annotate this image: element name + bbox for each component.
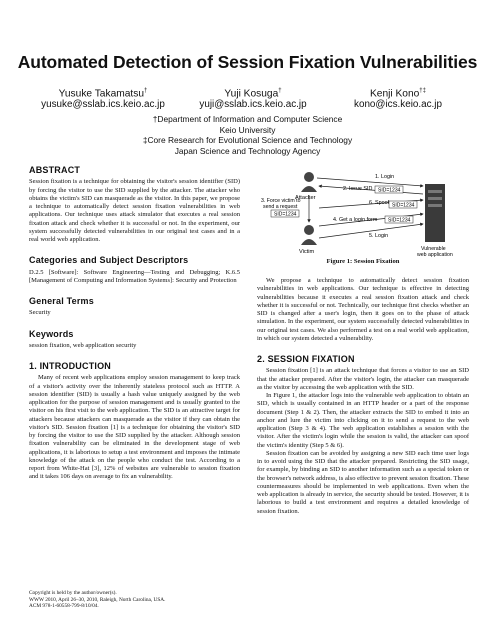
abstract-heading: ABSTRACT [29,165,81,175]
sid-token: SID=1234 [378,187,401,194]
author-3 [328,88,468,110]
author-name: Yuji Kosuga [224,88,279,100]
section-2-paragraph: Session fixation can be avoided by assigning a new SID each time user logs in to avoid using the SID that the attacker prepared. Restricting the SID usage, for example, by binding an SID to another information such as a special token or the browser's network address, is also effective to prevent session fixation. These countermeasures should be implemented in web applications. Even when the web application is already in service, the security should be tested. However, it is laborious to build a test environment and requires a detailed knowledge of session fixation. [257,449,469,515]
step-3-label: 3. Force victim to send a request [261,198,301,210]
copyright-line: Copyright is held by the author/owner(s). [29,590,117,596]
affiliation-line: Japan Science and Technology Agency [174,145,321,156]
intro-text: Many of recent web applications employ session management to keep track of a visitor's activity over the inherently stateless protocol such as HTTP. A session identifier (SID) is usually a hash value uniquely assigned by the web application for the purpose of session management and is usually granted to the visitor on his first visit to the web application. The SID is an attractive target for attackers because attackers can masquerade as the visitor if they can obtain the visitor's SID. Session fixation [1] is a technique for obtaining the visitor's SID by forcing the visitor to use the SID supplied by the attacker. Although session fixation vulnerability can be eliminated in the development stage of web applications, it is laborious to setup a test environment and imposes the intimate knowledge of the attack on the people who conduct the test. According to a report from White-Hat [3], 12% of websites are vulnerable to session fixation and it takes 106 days on average to fix an vulnerability. [29,374,240,481]
step-1-label: 1. Login [375,174,395,180]
categories-heading: Categories and Subject Descriptors [29,255,189,266]
step-4-label: 4. Get a login form [333,217,378,223]
author-affil-mark: †‡ [419,88,426,94]
arrow-login [317,178,423,186]
section-2-paragraph: In Figure 1, the attacker logs into the vulnerable web application to obtain an SID, which is usually contained in an HTTP header or a part of the response document (Step 1 & 2). Then, the attacker extracts the SID to embed it into an anchor and lure the victim into clicking on it to send a request to the web application (Step 3 & 4). The web application establishes a session with the visitor. After the victim's login while the session is valid, the attacker can spoof the victim's identity (Step 5 & 6). [257,392,469,449]
author-affil-mark: † [143,88,148,94]
general-terms-heading: General Terms [29,296,94,306]
sid-token: SID=1234 [392,202,415,209]
sid-token: SID=1234 [274,211,297,218]
author-email: kono@ics.keio.ac.jp [354,99,442,111]
paper-title: Automated Detection of Session Fixation Vulnerabilities [17,52,478,72]
author-1 [28,88,178,110]
author-email: yusuke@sslab.ics.keio.ac.jp [41,99,165,111]
author-name: Yusuke Takamatsu [58,88,144,100]
affiliation-line: Keio University [219,124,276,135]
author-2 [178,88,328,110]
copyright-line: ACM 978-1-60558-799-8/10/04. [29,603,99,610]
author-name: Kenji Kono [370,88,420,100]
affiliation-line: †Department of Information and Computer Science [152,114,343,124]
proposal-paragraph: We propose a technique to automatically detect session fixation vulnerabilities in web applications. Our technique is effective in detecting vulnerabilities because it executes a real session fixation attack and check whether it is successful or not. Technically, our technique first checks whether an SID is changed after a user's login, then it goes on to the phase of attack simulation. In the experiment, our system successfully detected vulnerabilities in our original test cases. We also performed a test on a real world web application, in which our system detected a vulnerability. [257,277,469,342]
step-6-label: 6. Spoof [369,200,390,206]
session-fixation-diagram [257,164,469,259]
step-2-label: 2. Issue SID [343,186,373,192]
general-terms-text: Security [29,309,51,317]
victim-label: Victim [299,249,315,255]
sid-token: SID=1234 [388,217,411,224]
affiliation-block [0,114,495,156]
attacker-icon [301,172,317,192]
author-affil-mark: † [278,88,282,94]
abstract-text: Session fixation is a technique for obtaining the visitor's session identifier (SID) by forcing the visitor to use the SID supplied by the attacker. The attacker who obtains the victim's SID can masquerade as the visitor. In this paper, we propose a technique to automatically detect session fixation vulnerabilities in web applications. Our technique uses attack simulator that executes a real session fixation attack and check whether it is successful or not. In the experiment, our system successfully detected vulnerabilities in our original test cases and in a real world web application. [29,178,240,243]
section-2-paragraph: Session fixation [1] is an attack technique that forces a visitor to use an SID that the attacker prepared. After the visitor's login, the attacker can masquerade as the visitor by accessing the web application with the SID. [257,367,469,391]
victim-icon [301,225,317,245]
keywords-heading: Keywords [29,328,74,339]
copyright-notice [29,590,240,610]
author-email: yuji@sslab.ics.keio.ac.jp [199,99,307,111]
copyright-line: WWW 2010, April 26–30, 2010, Raleigh, North Carolina, USA. [29,596,166,603]
section-2-heading: 2. SESSION FIXATION [257,354,355,364]
affiliation-line: ‡Core Research for Evolutional Science and Technology [142,135,353,146]
attacker-label: Attacker [295,195,316,201]
right-column [257,277,469,516]
server-icon [425,184,445,242]
left-column [29,166,240,482]
keywords-text: session fixation, web application security [29,341,137,349]
categories-text: D.2.5 [Software]: Software Engineering—Testing and Debugging; K.6.5 [Management of Computing and Information Systems]: Security and Protection [29,268,240,284]
step-5-label: 5. Login [369,233,389,239]
figure-caption: Figure 1: Session Fixation [326,258,400,265]
webapp-label: Vulnerable web application [417,246,453,258]
intro-heading: 1. INTRODUCTION [29,361,112,371]
